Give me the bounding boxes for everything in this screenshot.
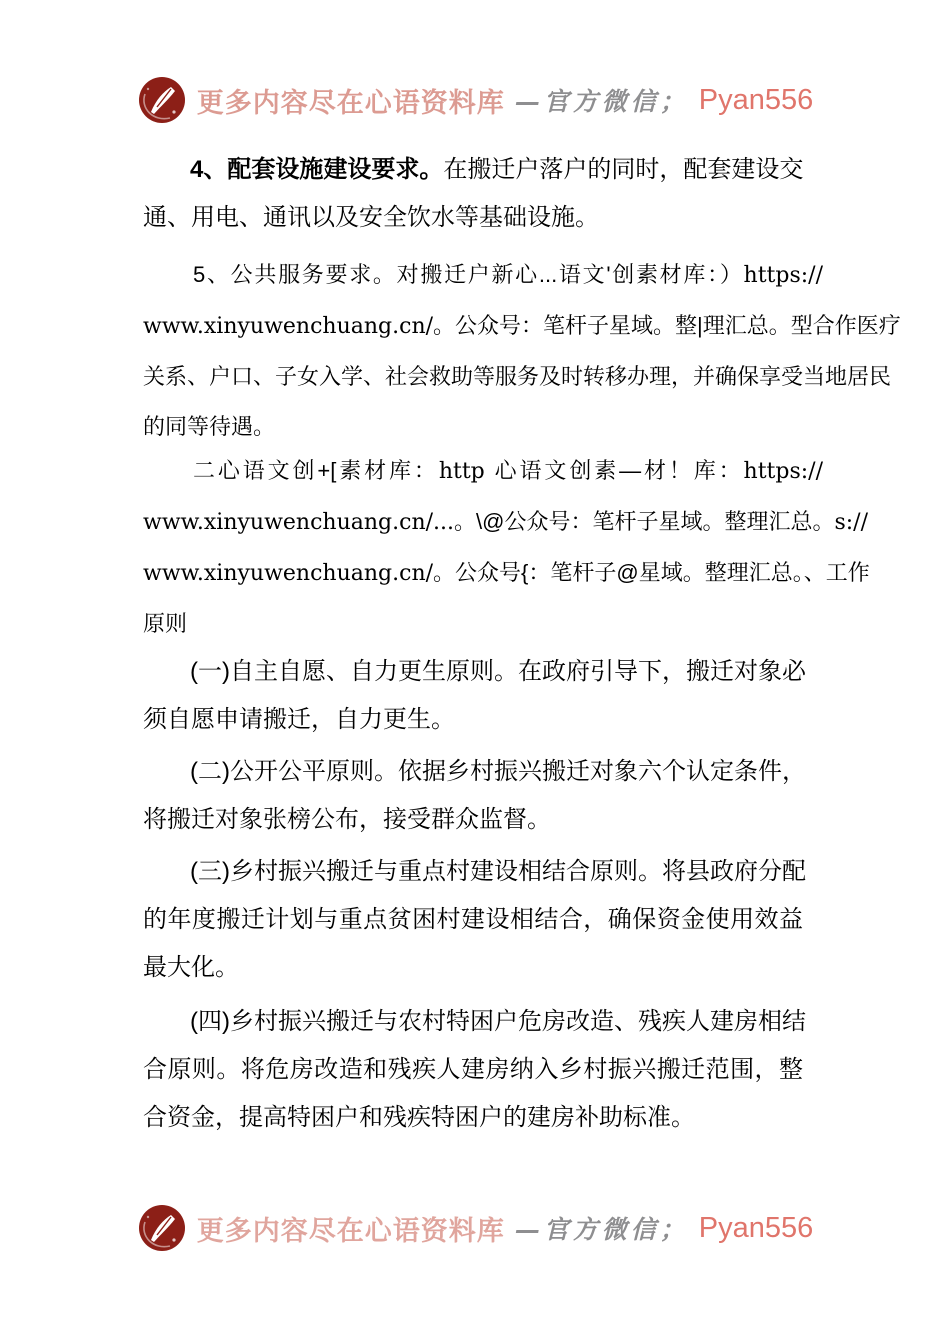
text-run: (四)乡村振兴搬迁与农村特困户危房改造、残疾人建房相结	[190, 1008, 806, 1035]
text-run: 。公众号{：笔杆子@星域。整理汇总。、工作	[433, 560, 870, 585]
text-run: 将搬迁对象张榜公布，接受群众监督。	[143, 806, 551, 833]
text-run: 关系、户口、子女入学、社会救助等服务及时转移办理，并确保享受当地居民	[143, 364, 892, 389]
url-run: www.xinyuwenchuang.cn/	[143, 314, 434, 339]
pen-logo-icon	[137, 1203, 187, 1253]
text-run: 二心语文创+[素材库：	[193, 458, 439, 483]
text-line	[143, 599, 823, 649]
text-line	[143, 848, 806, 896]
url-run: https://	[743, 459, 823, 484]
text-line	[143, 548, 870, 599]
heading-run: 4、配套设施建设要求。	[190, 156, 444, 183]
text-run: 须自愿申请搬迁，自力更生。	[143, 706, 455, 733]
text-line	[143, 194, 803, 242]
text-run: 原则	[143, 611, 188, 636]
text-line	[143, 146, 803, 194]
text-line	[143, 446, 823, 497]
text-line	[143, 796, 803, 844]
text-line	[143, 402, 823, 452]
footer-watermark	[0, 1198, 950, 1258]
text-run: (三)乡村振兴搬迁与重点村建设相结合原则。将县政府分配	[190, 858, 806, 885]
watermark-wechat-id: Pyan556	[698, 83, 814, 116]
text-line	[143, 352, 892, 402]
text-run: 通、用电、通讯以及安全饮水等基础设施。	[143, 204, 599, 231]
text-line	[143, 1094, 803, 1142]
watermark-brand-text: 更多内容尽在心语资料库	[196, 1215, 505, 1247]
url-run: www.xinyuwenchuang.cn/	[143, 561, 434, 586]
text-line	[143, 944, 803, 992]
url-run: s://	[834, 510, 868, 535]
watermark-brand-text: 更多内容尽在心语资料库	[196, 87, 505, 119]
text-run: 5、公共服务要求。对搬迁户新心...语文'创素材库：）	[193, 262, 744, 287]
paragraph-principle-3	[143, 848, 806, 992]
watermark-wechat-id: Pyan556	[698, 1211, 814, 1244]
text-run: (二)公开公平原则。依据乡村振兴搬迁对象六个认定条件，	[190, 758, 806, 785]
header-watermark	[0, 70, 950, 130]
text-run: 心语文创素—材！库：	[494, 458, 744, 483]
pen-logo-icon	[137, 75, 187, 125]
paragraph-watermark-insert	[143, 446, 870, 649]
text-line	[143, 748, 806, 796]
text-line	[143, 250, 823, 301]
text-line	[143, 696, 803, 744]
paragraph-5-public-service	[143, 250, 901, 452]
text-run: 。公众号：笔杆子星域。整|理汇总。型合作医疗	[433, 313, 901, 338]
text-run: 合资金，提高特困户和残疾特困户的建房补助标准。	[143, 1104, 695, 1131]
watermark-wechat-label: —官方微信；	[514, 87, 689, 116]
text-line	[143, 301, 901, 352]
text-line	[143, 497, 868, 548]
text-run: 在搬迁户落户的同时，配套建设交	[443, 156, 804, 183]
paragraph-principle-2	[143, 748, 806, 844]
text-run: 的年度搬迁计划与重点贫困村建设相结合，确保资金使用效益	[143, 906, 803, 933]
paragraph-4-infrastructure	[143, 146, 803, 242]
text-line	[143, 998, 806, 1046]
text-line	[143, 896, 803, 944]
text-line	[143, 648, 806, 696]
text-line	[143, 1046, 803, 1094]
url-run: www.xinyuwenchuang.cn/...	[143, 510, 455, 535]
text-run: 最大化。	[143, 954, 239, 981]
text-run: (一)自主自愿、自力更生原则。在政府引导下，搬迁对象必	[190, 658, 806, 685]
url-run: http	[438, 459, 495, 484]
url-run: https://	[743, 263, 823, 288]
text-run: 的同等待遇。	[143, 414, 276, 439]
watermark-wechat-label: —官方微信；	[514, 1215, 689, 1244]
text-run: 合原则。将危房改造和残疾人建房纳入乡村振兴搬迁范围，整	[143, 1056, 803, 1083]
text-run: 。\@公众号：笔杆子星域。整理汇总。	[454, 509, 835, 534]
paragraph-principle-1	[143, 648, 806, 744]
paragraph-principle-4	[143, 998, 806, 1142]
